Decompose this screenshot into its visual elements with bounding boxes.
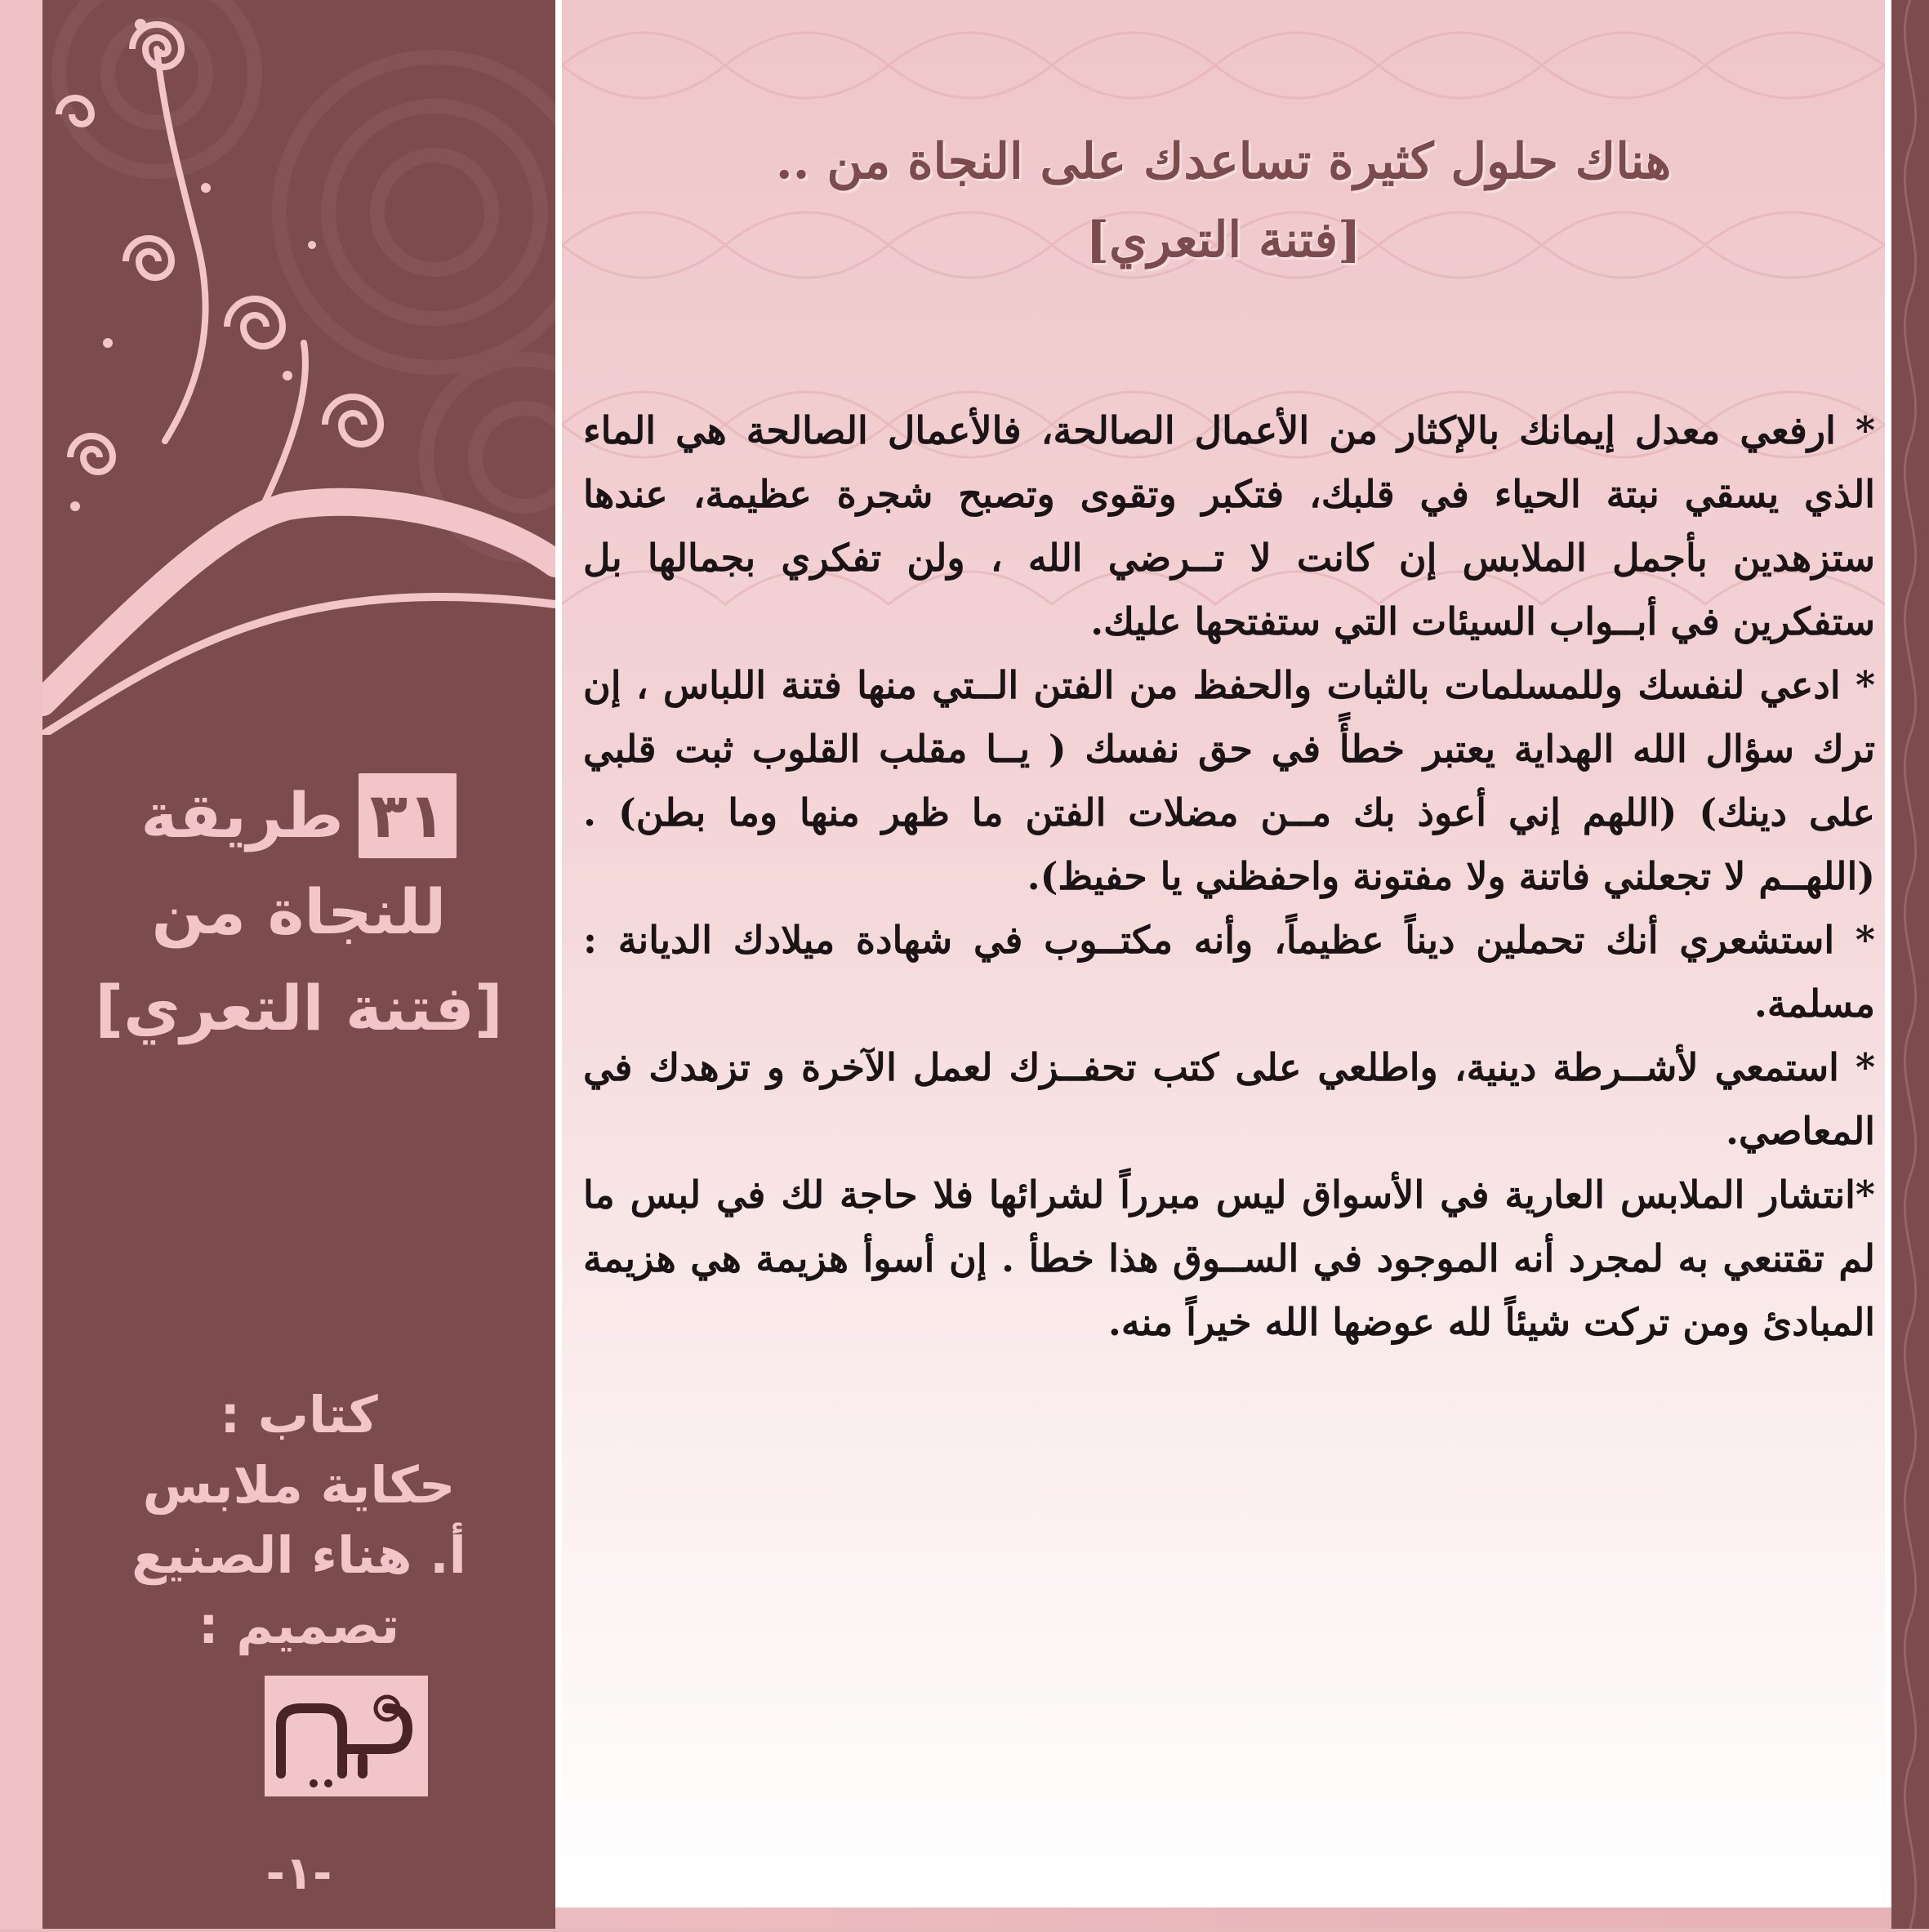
credits-line-title: حكاية ملابس xyxy=(142,1455,456,1515)
paragraph: * استمعي لأشــرطة دينية، واطلعي على كتب تحفــزك لعمل الآخرة و تزهدك في المعاصي. xyxy=(583,1045,1875,1153)
page-number: -١- xyxy=(265,1847,332,1900)
sidebar-title-line-3: [فتنة التعري] xyxy=(95,972,503,1044)
sidebar-title-line-2: للنجاة من xyxy=(151,875,447,948)
chapter-number-badge: ٣١ xyxy=(359,773,457,858)
heading-line-1: هناك حلول كثيرة تساعدك على النجاة من .. xyxy=(775,133,1672,190)
credits-line-book: كتاب : xyxy=(220,1385,378,1445)
paragraph: *انتشار الملابس العارية في الأسواق ليس مبرراً لشرائها فلا حاجة لك في لبس ما لم تقتنعي به لمجرد أنه الموجود في الســوق هذا خطأ . إن أسوأ هزيمة هي هزيمة المبادئ ومن تركت شيئاً لله عوضها الله خيراً منه. xyxy=(583,1173,1875,1344)
credits-line-design: تصميم : xyxy=(198,1596,400,1655)
swirl-decoration-icon xyxy=(42,0,555,735)
paragraph: * ادعي لنفسك وللمسلمات بالثبات والحفظ من الفتن الــتي منها فتنة اللباس ، إن ترك سؤال الله الهداية يعتبر خطأً في حق نفسك ( يــا مقلب القلوب ثبت قلبي على دينك) (اللهم إني أعوذ بك مــن مضلات الفتن ما ظهر منها وما بطن) . (اللهــم لا تجعلني فاتنة ولا مفتونة واحفظني يا حفيظ). xyxy=(583,663,1875,898)
body-text xyxy=(583,398,1875,1354)
maryam-logo-icon xyxy=(265,1676,428,1796)
right-decorative-strip xyxy=(1891,0,1929,1929)
sidebar-title-word: طريقة xyxy=(140,779,344,852)
credits xyxy=(42,1380,555,1661)
credits-line-author: أ. هناء الصنيع xyxy=(131,1525,466,1585)
sidebar xyxy=(42,0,555,1929)
paragraph: * ارفعي معدل إيمانك بالإكثار من الأعمال الصالحة، فالأعمال الصالحة هي الماء الذي يسقي نبتة الحياء في قلبك، فتكبر وتقوى وتصبح شجرة عظيمة، عندها ستزهدين بأجمل الملابس إن كانت لا تــرضي الله ، ولن تفكري بجمالها بل ستفكرين في أبــواب السيئات التي ستفتحها عليك. xyxy=(583,408,1875,643)
heading-line-2: [فتنة التعري] xyxy=(1085,211,1361,269)
main-panel xyxy=(555,0,1891,1908)
paragraph: * استشعري أنك تحملين ديناً عظيماً، وأنه مكتــوب في شهادة ميلادك الديانة : مسلمة. xyxy=(583,918,1875,1026)
sidebar-title xyxy=(42,768,555,1057)
page-heading xyxy=(611,122,1836,279)
